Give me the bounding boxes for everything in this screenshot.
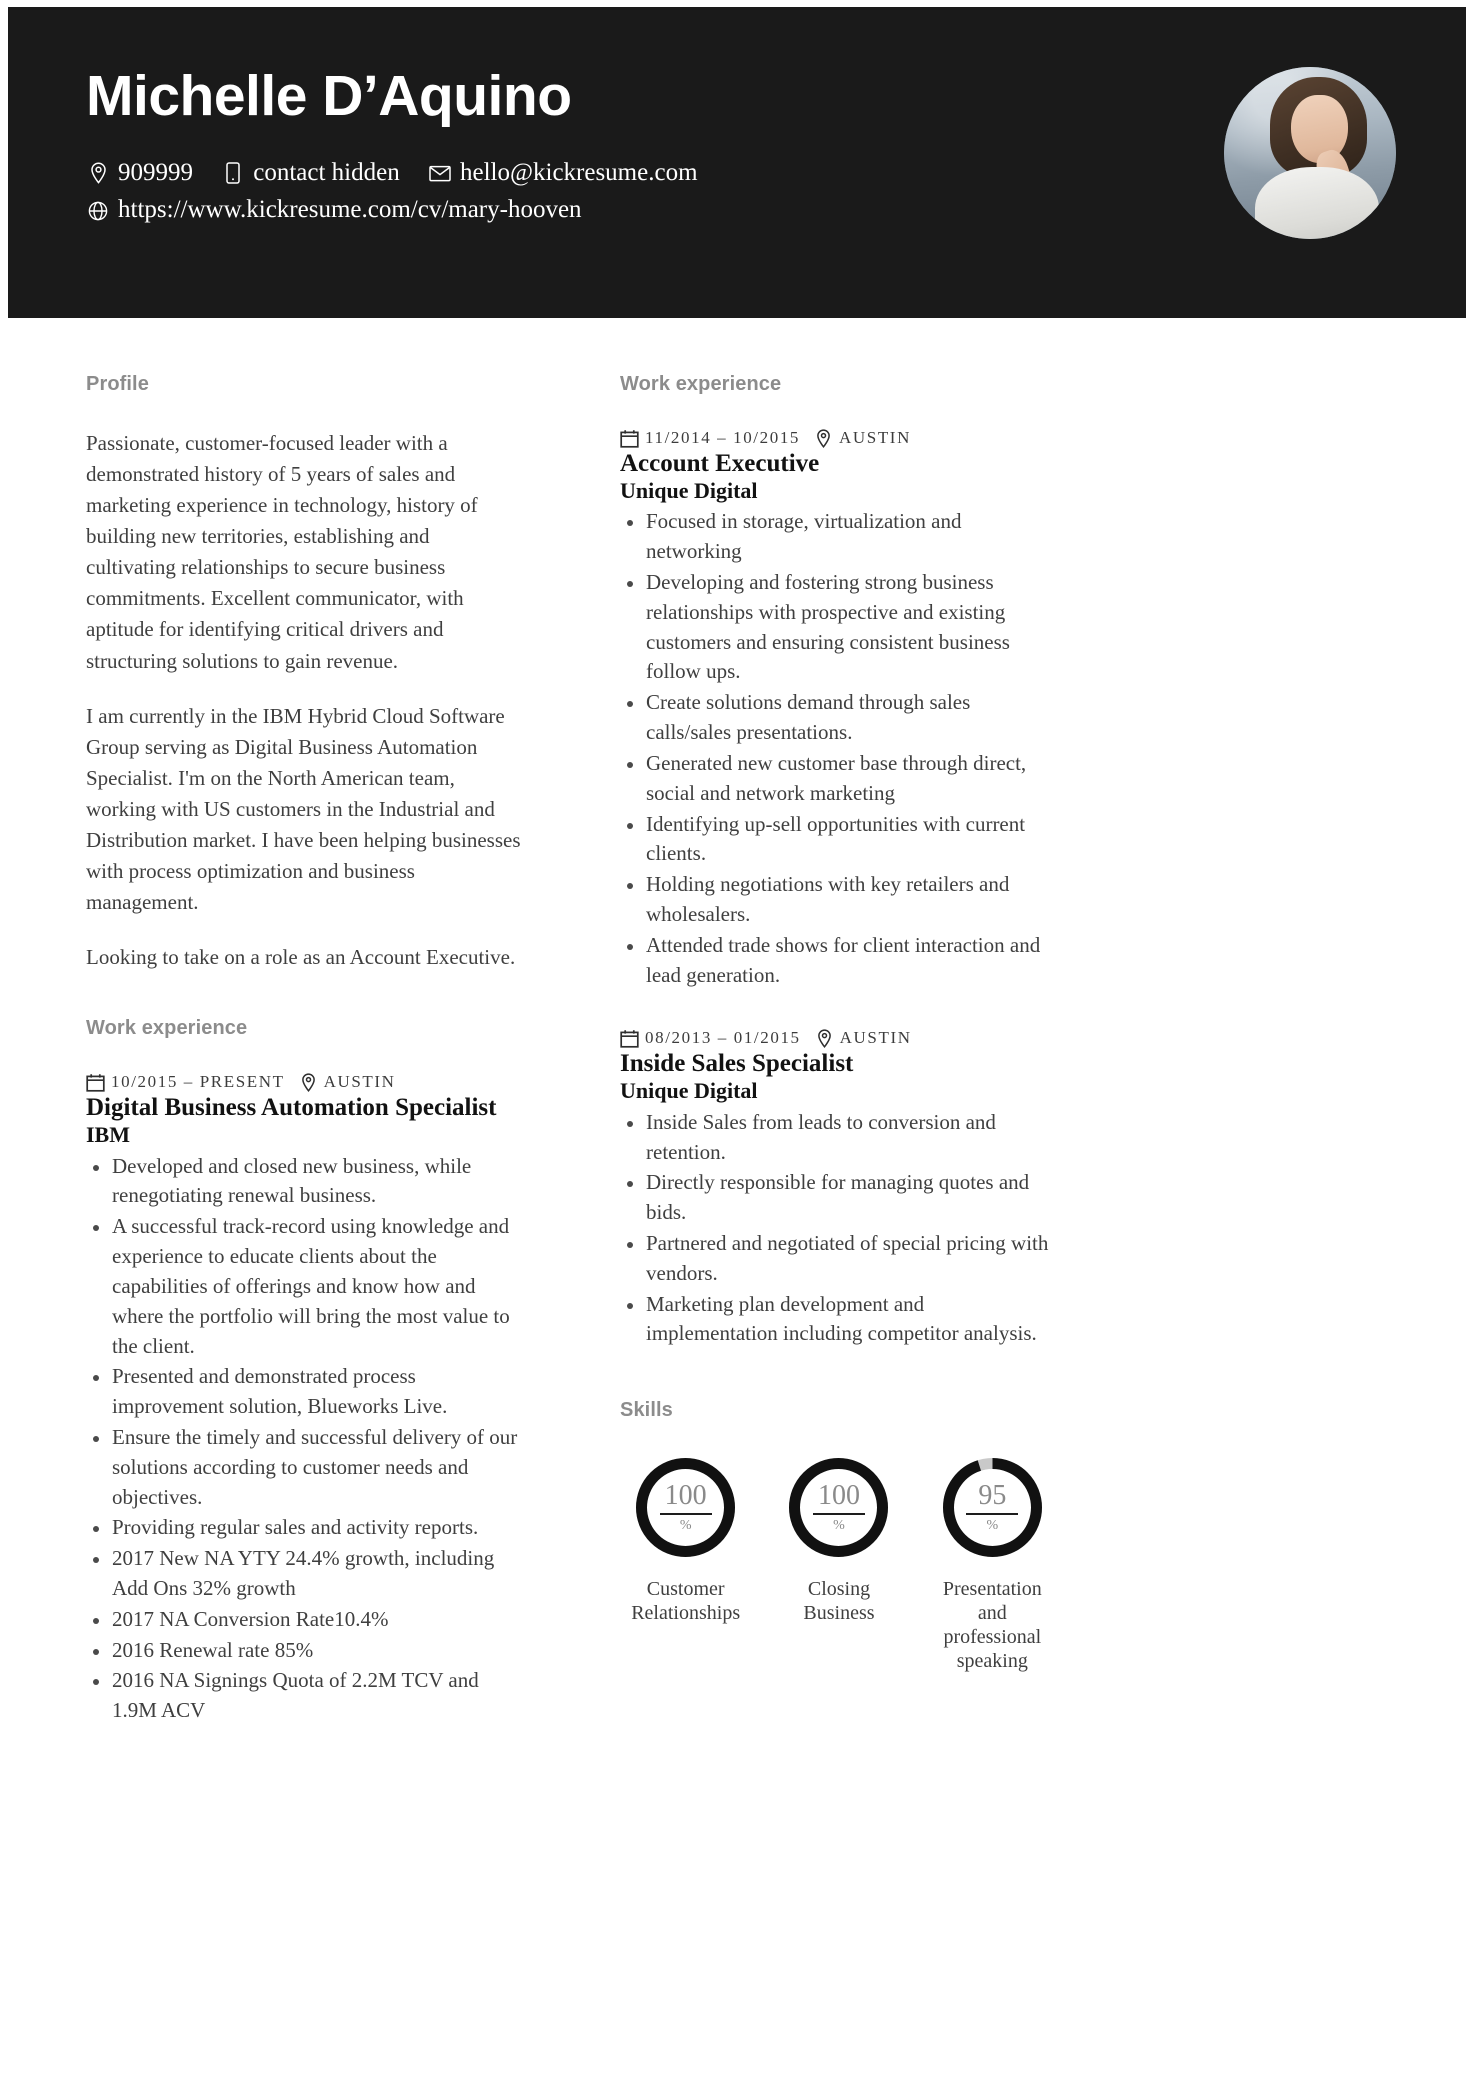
contact-phone: [221, 155, 399, 191]
list-item: 2016 NA Signings Quota of 2.2M TCV and 1.9M ACV: [86, 1666, 524, 1726]
skill-item: [773, 1456, 904, 1673]
job-location: AUSTIN: [839, 1028, 912, 1048]
list-item: 2016 Renewal rate 85%: [86, 1636, 524, 1666]
job-dates: 08/2013 – 01/2015: [645, 1028, 801, 1048]
envelope-icon: [428, 160, 452, 186]
list-item: A successful track-record using knowledge and experience to educate clients about the capabilities of offerings and know how and where the portfolio will bring the most value to the client.: [86, 1212, 524, 1361]
list-item: Marketing plan development and implementation including competitor analysis.: [620, 1290, 1058, 1350]
contact-phone-text: contact hidden: [253, 158, 400, 186]
list-item: Presented and demonstrated process improvement solution, Blueworks Live.: [86, 1362, 524, 1422]
list-item: Identifying up-sell opportunities with current clients.: [620, 810, 1058, 870]
contact-row-secondary: [86, 191, 1396, 228]
skill-label: Customer Relationships: [631, 1578, 741, 1625]
contact-email-text: hello@kickresume.com: [459, 158, 698, 186]
calendar-icon: [620, 1029, 639, 1048]
list-item: Developed and closed new business, while renegotiating renewal business.: [86, 1152, 524, 1212]
skill-progress-ring: [941, 1456, 1044, 1559]
list-item: 2017 New NA YTY 24.4% growth, including Add Ons 32% growth: [86, 1544, 524, 1604]
profile-section: [86, 373, 524, 973]
job-company: IBM: [86, 1122, 130, 1148]
job-dates: 11/2014 – 10/2015: [645, 428, 801, 447]
skill-value: 95: [966, 1482, 1018, 1515]
location-pin-icon: [815, 1029, 834, 1048]
job-entry: [620, 1028, 1058, 1349]
contact-block: [86, 154, 1396, 229]
right-column: [620, 373, 1058, 1727]
list-item: Focused in storage, virtualization and networking: [620, 507, 1058, 567]
job-meta: [620, 1028, 1058, 1048]
job-location: AUSTIN: [323, 1072, 396, 1092]
job-title: Account Executive: [620, 450, 820, 477]
list-item: Partnered and negotiated of special pricing with vendors.: [620, 1229, 1058, 1289]
job-meta: [86, 1072, 524, 1092]
list-item: 2017 NA Conversion Rate10.4%: [86, 1605, 524, 1635]
job-location: AUSTIN: [839, 428, 911, 447]
skill-label: Closing Business: [803, 1578, 875, 1625]
location-pin-icon: [814, 429, 833, 448]
profile-heading: Profile: [86, 373, 149, 395]
list-item: Create solutions demand through sales calls/sales presentations.: [620, 688, 1058, 748]
location-pin-icon: [86, 160, 110, 186]
job-bullet-list: [86, 1152, 524, 1726]
avatar: [1224, 67, 1396, 239]
list-item: Directly responsible for managing quotes and bids.: [620, 1168, 1058, 1228]
phone-icon: [221, 160, 245, 186]
globe-icon: [86, 198, 110, 224]
skill-center: [634, 1456, 737, 1559]
skill-percent-symbol: %: [986, 1518, 999, 1534]
avatar-image: [1224, 67, 1396, 239]
job-title: Inside Sales Specialist: [620, 1050, 854, 1078]
work-experience-section-left: [86, 1017, 524, 1726]
skill-item: [620, 1456, 751, 1673]
skills-row: [620, 1456, 1058, 1673]
list-item: Attended trade shows for client interaction and lead generation.: [620, 931, 1058, 991]
resume-body: [8, 318, 1466, 1807]
contact-row-primary: [86, 154, 1396, 191]
resume-header: [8, 7, 1466, 318]
list-item: Developing and fostering strong business relationships with prospective and existing customers and ensuring consistent business follow ups.: [620, 568, 1058, 687]
left-column: [86, 373, 524, 1727]
list-item: Holding negotiations with key retailers and wholesalers.: [620, 870, 1058, 930]
calendar-icon: [86, 1073, 105, 1092]
skill-center: [941, 1456, 1044, 1559]
list-item: Inside Sales from leads to conversion and retention.: [620, 1108, 1058, 1168]
skill-progress-ring: [787, 1456, 890, 1559]
job-bullet-list: [620, 507, 1058, 990]
skill-label: Presentation and professional speaking: [942, 1578, 1042, 1673]
job-bullet-list: [620, 1108, 1058, 1350]
job-title: Digital Business Automation Specialist: [86, 1094, 497, 1122]
profile-paragraph: Looking to take on a role as an Account Executive.: [86, 945, 516, 970]
profile-paragraph: Passionate, customer-focused leader with a demonstrated history of 5 years of sales and marketing experience in technology, history of building new territories, establishing and cultivating relationships to secure business commitments. Excellent communicator, with aptitude for identifying critical drivers and structuring solutions to gain revenue.: [86, 431, 478, 673]
contact-website: [86, 192, 582, 228]
list-item: Providing regular sales and activity reports.: [86, 1513, 524, 1543]
contact-website-text: https://www.kickresume.com/cv/mary-hooven: [118, 196, 582, 224]
skill-value: 100: [813, 1482, 865, 1515]
skill-progress-ring: [634, 1456, 737, 1559]
skill-center: [787, 1456, 890, 1559]
work-experience-heading: Work experience: [620, 373, 782, 395]
job-company: Unique Digital: [620, 478, 758, 503]
contact-location: [86, 155, 193, 191]
contact-email: [428, 155, 698, 191]
location-pin-icon: [299, 1073, 318, 1092]
job-entry: [86, 1072, 524, 1726]
job-meta: [620, 428, 1058, 448]
calendar-icon: [620, 429, 639, 448]
skill-item: [927, 1456, 1058, 1673]
work-experience-heading: Work experience: [86, 1017, 248, 1040]
skill-value: 100: [660, 1482, 712, 1515]
job-dates: 10/2015 – PRESENT: [111, 1072, 285, 1092]
page-title: Michelle D’Aquino: [86, 64, 572, 128]
list-item: Ensure the timely and successful delivery of our solutions according to customer needs and objectives.: [86, 1423, 524, 1512]
list-item: Generated new customer base through direct, social and network marketing: [620, 749, 1058, 809]
work-experience-section-right: [620, 373, 1058, 1349]
skill-percent-symbol: %: [679, 1518, 692, 1534]
job-entry: [620, 428, 1058, 990]
skills-section: [620, 1399, 1058, 1673]
profile-paragraph: I am currently in the IBM Hybrid Cloud Software Group serving as Digital Business Automation Specialist. I'm on the North American team, working with US customers in the Industrial and Distribution market. I have been helping businesses with process optimization and business management.: [86, 703, 521, 915]
contact-location-text: 909999: [118, 158, 193, 186]
job-company: Unique Digital: [620, 1078, 758, 1104]
skill-percent-symbol: %: [833, 1518, 845, 1534]
avatar-body: [1255, 167, 1379, 239]
skills-heading: Skills: [620, 1399, 673, 1422]
